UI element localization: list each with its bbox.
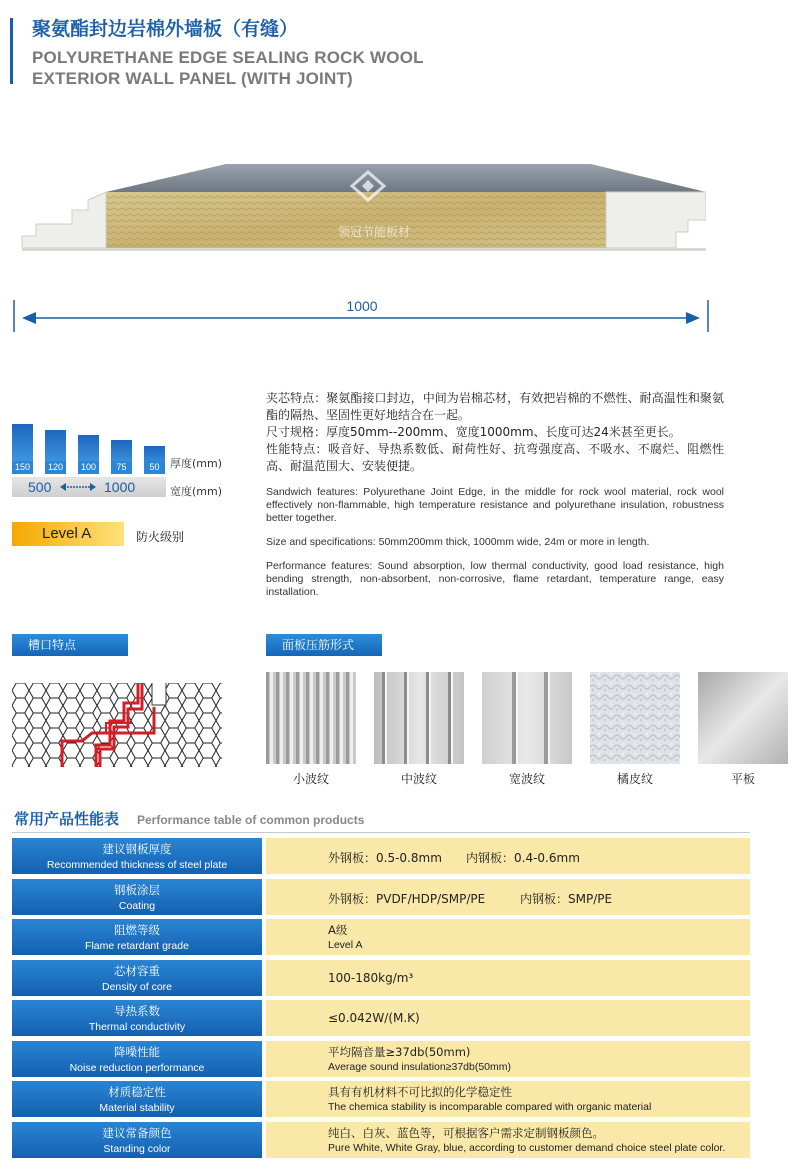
row-label-en: Flame retardant grade [85, 940, 189, 952]
dimension-label: 1000 [346, 298, 378, 314]
fire-level-value: Level A [42, 525, 92, 542]
row-label-cn: 建议钢板厚度 [102, 842, 172, 856]
width-range-box [12, 477, 166, 497]
row-value-cn: 平均隔音量≥37db(50mm) [328, 1045, 471, 1059]
row-value [266, 879, 750, 915]
row-label-en: Density of core [101, 981, 173, 993]
row-value [266, 960, 750, 996]
desc-cn-performance: 性能特点：吸音好、导热系数低、耐荷性好、抗弯强度高、不吸水、不腐烂、阻燃性高、耐温范围大、安装便捷。 [266, 442, 724, 473]
header-accent-bar [10, 18, 13, 84]
row-value [266, 1122, 750, 1158]
table-row [12, 1081, 750, 1117]
sample-label: 橘皮纹 [616, 772, 653, 786]
row-label-en: Recommended thickness of steel plate [46, 859, 228, 871]
row-label-cn: 芯材容重 [114, 964, 160, 978]
sample-label: 平板 [730, 772, 755, 786]
row-label-cn: 材质稳定性 [108, 1085, 166, 1099]
sample-label: 中波纹 [400, 772, 437, 786]
row-label-en: Coating [118, 900, 156, 912]
desc-en-size: Size and specifications: 50mm200mm thick, 1000mm wide, 24m or more in length. [266, 536, 650, 548]
sample-medium-wave [374, 672, 464, 764]
sample-label: 小波纹 [292, 772, 329, 786]
row-label [12, 1122, 262, 1158]
row-label [12, 838, 262, 874]
table-row [12, 1122, 750, 1158]
sample-small-wave [266, 672, 356, 764]
table-row [12, 919, 750, 955]
thickness-value: 75 [111, 461, 132, 474]
groove-illustration [12, 683, 222, 767]
thickness-value: 50 [144, 461, 165, 474]
thickness-caption: 厚度(mm) [170, 457, 223, 470]
sample-label: 宽波纹 [508, 772, 545, 786]
row-value [266, 1041, 750, 1077]
row-value [266, 838, 750, 874]
row-value-en: The chemica stability is incomparable compared with organic material [328, 1101, 652, 1113]
table-row [12, 838, 750, 874]
row-label [12, 960, 262, 996]
fire-level-caption: 防火级别 [136, 530, 185, 544]
row-value [266, 1000, 750, 1036]
desc-en-sandwich: Sandwich features: Polyurethane Joint Edge, in the middle for rock wool material, rock wool effectively non-flammable, high temperature resistance and polyurethane insulation, robustness better together. [266, 486, 724, 524]
row-label [12, 879, 262, 915]
fire-level-badge [12, 522, 124, 546]
row-label-en: Standing color [103, 1143, 171, 1155]
row-label-en: Thermal conductivity [88, 1021, 186, 1033]
page-title-en-line2: EXTERIOR WALL PANEL (WITH JOINT) [32, 69, 353, 88]
page-header [10, 14, 510, 86]
double-arrow-icon [60, 481, 96, 493]
performance-title-cn: 常用产品性能表 [14, 810, 120, 828]
thickness-value: 150 [12, 461, 33, 474]
row-value-inner: 内钢板：0.4-0.6mm [466, 851, 580, 865]
table-row [12, 879, 750, 915]
row-value-en: Pure White, White Gray, blue, according to customer demand choice steel plate color. [328, 1142, 726, 1154]
panel-illustration [16, 164, 706, 254]
row-label [12, 1081, 262, 1117]
width-to: 1000 [104, 479, 136, 495]
row-value-outer: 外钢板：PVDF/HDP/SMP/PE [328, 892, 486, 906]
row-label-cn: 降噪性能 [114, 1045, 160, 1059]
table-row [12, 1000, 750, 1036]
width-caption: 宽度(mm) [170, 485, 223, 498]
desc-en-performance: Performance features: Sound absorption, low thermal conductivity, good load resistance, high bending strength, non-absorbent, non-corrosive, flame retardant, temperature range, easy installation. [266, 560, 724, 598]
sample-flat [698, 672, 788, 764]
row-value-single: 100-180kg/m³ [328, 971, 414, 985]
section-tab-ribs: 面板压筋形式 [266, 634, 382, 656]
thickness-value: 120 [45, 461, 66, 474]
page-title-en-line1: POLYURETHANE EDGE SEALING ROCK WOOL [32, 48, 424, 67]
row-value [266, 919, 750, 955]
sample-wide-wave [482, 672, 572, 764]
sample-orange-peel [590, 672, 680, 764]
row-value [266, 1081, 750, 1117]
thickness-value: 100 [78, 461, 99, 474]
width-from: 500 [28, 479, 52, 495]
row-value-en: Level A [328, 939, 363, 951]
product-description [266, 390, 724, 599]
performance-divider [12, 832, 750, 833]
page-title-cn: 聚氨酯封边岩棉外墙板（有缝） [32, 18, 299, 40]
table-row [12, 960, 750, 996]
row-value-inner: 内钢板：SMP/PE [520, 892, 613, 906]
row-value-cn: 具有有机材料不可比拟的化学稳定性 [328, 1085, 512, 1099]
row-label-en: Noise reduction performance [69, 1062, 205, 1074]
desc-cn-size: 尺寸规格：厚度50mm--200mm、宽度1000mm、长度可达24米甚至更长。 [266, 425, 681, 439]
row-value-cn: A级 [328, 923, 348, 937]
table-row [12, 1041, 750, 1077]
row-label-cn: 钢板涂层 [114, 883, 160, 897]
row-label [12, 1000, 262, 1036]
desc-cn-core: 夹芯特点：聚氨酯接口封边，中间为岩棉芯材，有效把岩棉的不燃性、耐高温性和聚氨酯的隔热、坚固性更好地结合在一起。 [266, 391, 724, 422]
section-tab-groove: 槽口特点 [12, 634, 128, 656]
row-label-cn: 阻燃等级 [114, 923, 160, 937]
row-label [12, 919, 262, 955]
row-value-en: Average sound insulation≥37db(50mm) [328, 1061, 512, 1073]
performance-title-en: Performance table of common products [137, 813, 365, 827]
row-label [12, 1041, 262, 1077]
dimension-indicator [12, 296, 712, 336]
thickness-chart [12, 424, 262, 474]
row-label-cn: 建议常备颜色 [102, 1126, 172, 1140]
watermark-text: 领冠节能板材 [338, 225, 411, 239]
row-label-en: Material stability [99, 1102, 175, 1114]
row-value-cn: 纯白、白灰、蓝色等，可根据客户需求定制钢板颜色。 [328, 1126, 604, 1140]
row-label-cn: 导热系数 [114, 1004, 160, 1018]
row-value-outer: 外钢板：0.5-0.8mm [328, 851, 442, 865]
row-value-single: ≤0.042W/(M.K) [328, 1011, 420, 1025]
